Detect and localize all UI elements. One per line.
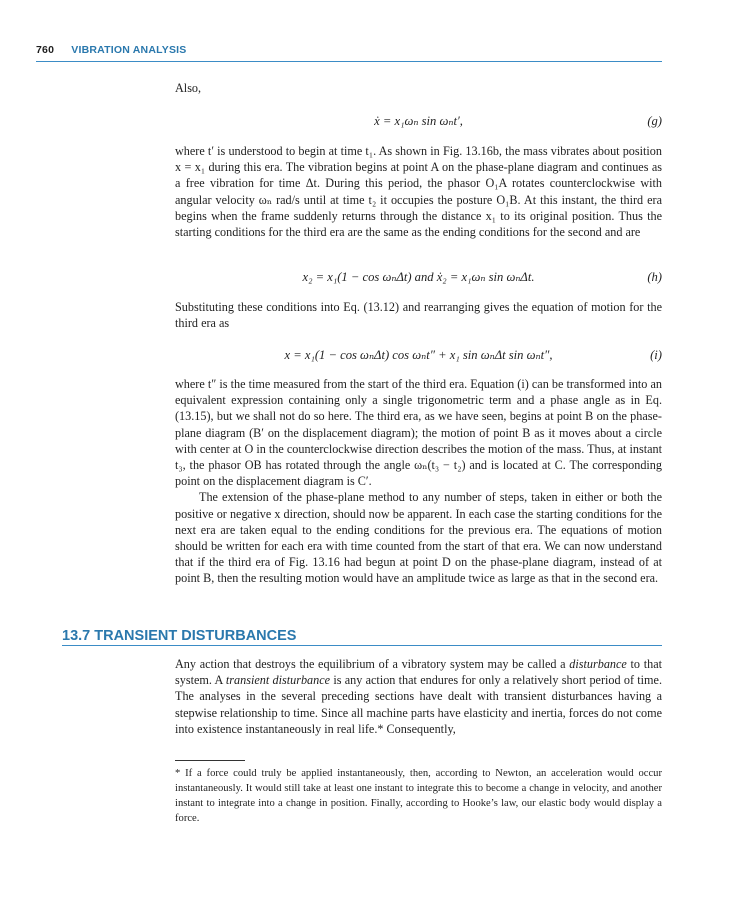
term-disturbance: disturbance [569, 657, 627, 671]
paragraph-2: Substituting these conditions into Eq. (13.12) and rearranging gives the equation of motion for the third era as [175, 300, 662, 331]
page-number: 760 [36, 44, 55, 56]
running-header [36, 44, 662, 56]
equation-g [175, 112, 662, 130]
equation-i-body: x = x₁(1 − cos ωₙΔt) cos ωₙt″ + x₁ sin ωₙΔt sin ωₙt″, [284, 348, 553, 362]
section-paragraph: Any action that destroys the equilibrium of a vibratory system may be called a disturbance to that system. A transient disturbance is any action that endures for only a relatively short period of time. The analyses in the several preceding sections have dealt with transient disturbances having a stepwise relationship to time. Since all machine parts have elasticity and inertia, forces do not come into existence instantaneously in real life.* Consequently, [175, 657, 662, 736]
footnote-rule [175, 760, 245, 761]
section-heading: 13.7 TRANSIENT DISTURBANCES [62, 628, 297, 644]
equation-h [175, 268, 662, 286]
equation-g-body: ẋ = x₁ωₙ sin ωₙt′, [374, 114, 463, 128]
equation-i [175, 346, 662, 364]
intro-text: Also, [175, 81, 202, 95]
footnote: * If a force could truly be applied instantaneously, then, according to Newton, an acceleration would occur instantaneously. It would still take at least one instant to integrate this to become a change in velocity, and another instant to integrate into a change in position. Finally, according to Hooke’s law, our elastic body would display a force. [175, 768, 662, 824]
running-title: VIBRATION ANALYSIS [71, 44, 187, 56]
header-rule [36, 61, 662, 62]
term-transient-disturbance: transient disturbance [225, 673, 331, 688]
equation-g-tag: (g) [647, 114, 662, 128]
paragraph-3: where t″ is the time measured from the start of the third era. Equation (i) can be transformed into an equivalent expression containing only a single trigonometric term and a phase angle as in Eq. (13.15), but we shall not do so here. The third era, as we have seen, begins at point B on the phase-plane diagram (B′ on the displacement diagram); the motion of point B as it moves about a circle with center at O in the counterclockwise direction describes the motion of the mass. Thus, at instant t₃, the phasor OB has rotated through the angle ωₙ(t₃ − t₂) and is located at C. The corresponding point on the displacement diagram is C′. The extension of the phase-plane method to any number of steps, taken in either or both the positive or negative x direction, should now be apparent. In each case the starting conditions for the next era are taken equal to the ending conditions for the previous era. The equations of motion should be written for each era with time counted from the start of that era. We can now understand that if the third era of Fig. 13.16 had begun at point D on the phase-plane diagram, instead of at point B, then the resulting motion would have an amplitude twice as large as that in the second era. [175, 377, 662, 586]
paragraph-1: where t′ is understood to begin at time t₁. As shown in Fig. 13.16b, the mass vibrates about position x = x₁ during this era. The vibration begins at point A on the phase-plane diagram and continues as a free vibration for time Δt. During this period, the phasor O₁A rotates counterclockwise with angular velocity ωₙ rad/s until at time t₂ it occupies the posture O₁B. At this instant, the third era begins when the frame suddenly returns through the distance x₁ to its original position. Thus the starting conditions for the third era are the same as the ending conditions for the second and are [175, 144, 662, 240]
paragraph-4: The extension of the phase-plane method to any number of steps, taken in either or both the positive or negative x direction, should now be apparent. In each case the starting conditions for the next era are taken equal to the ending conditions for the previous era. The equations of motion should be written for each era with time counted from the start of that era. We can now understand that if the third era of Fig. 13.16 had begun at point D on the phase-plane diagram, instead of at point B, then the resulting motion would have an amplitude twice as large as that in the second era. [175, 490, 662, 586]
equation-i-tag: (i) [650, 348, 662, 362]
equation-h-body: x₂ = x₁(1 − cos ωₙΔt) and ẋ₂ = x₁ωₙ sin ωₙΔt. [302, 270, 535, 284]
equation-h-tag: (h) [647, 270, 662, 284]
section-rule [62, 645, 662, 646]
